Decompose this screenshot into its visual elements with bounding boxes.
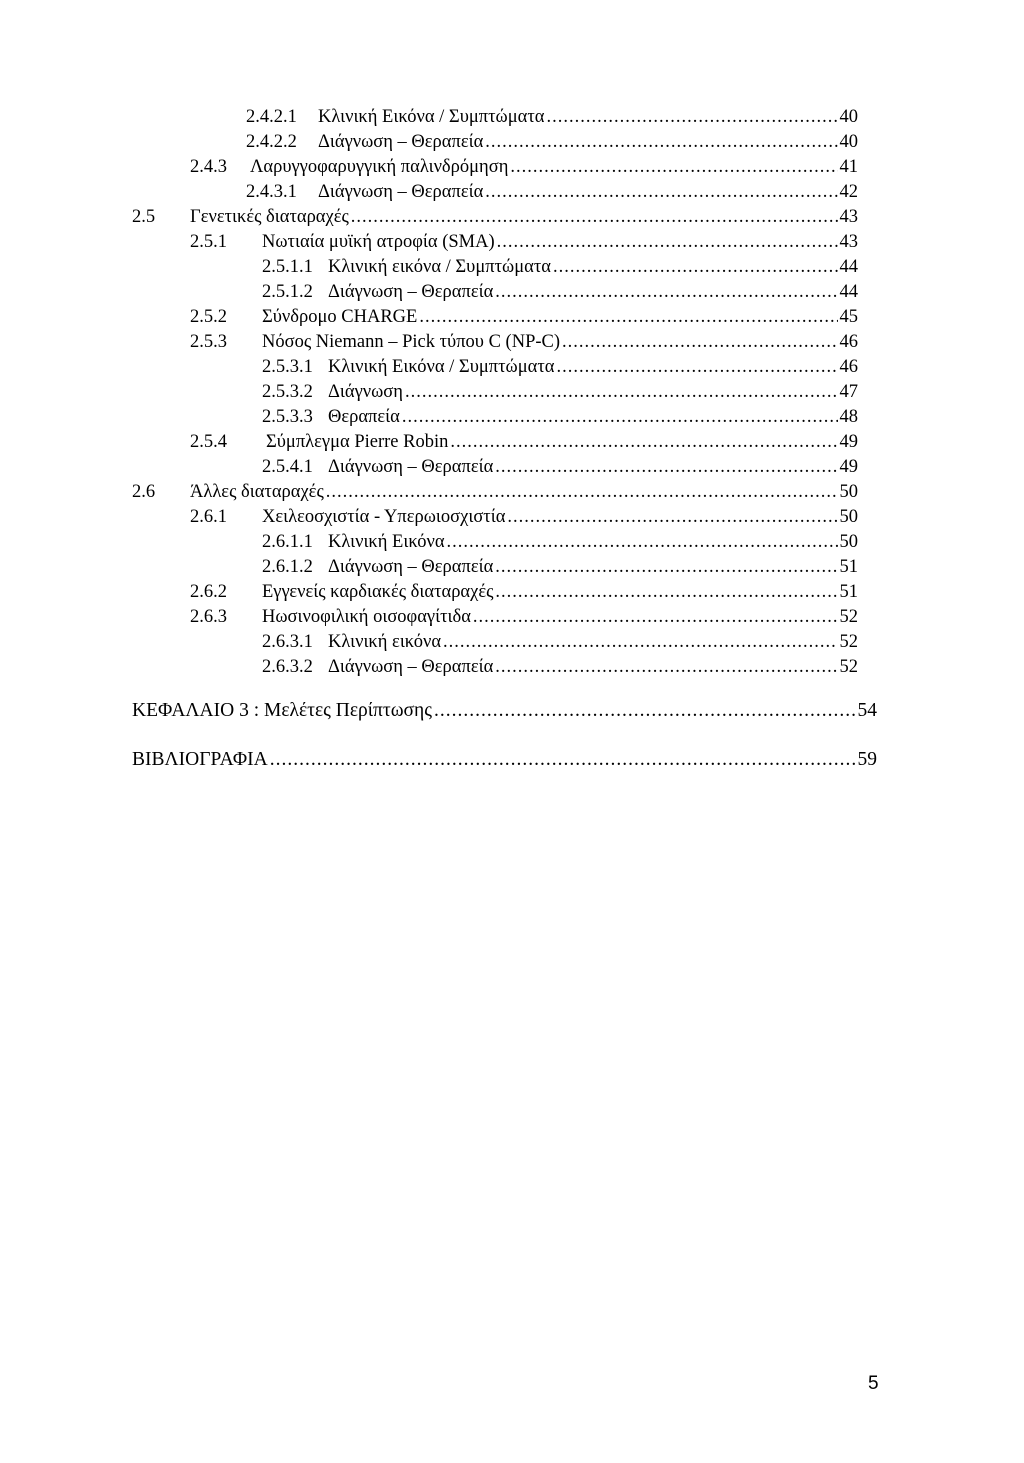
toc-leader-dots xyxy=(405,381,838,403)
toc-number: 2.6.1.1 xyxy=(262,532,313,552)
toc-title: Λαρυγγοφαρυγγική παλινδρόμηση xyxy=(250,157,509,177)
toc-entry xyxy=(262,531,858,553)
toc-entry xyxy=(262,456,858,478)
toc-leader-dots xyxy=(450,431,837,453)
toc-page: 54 xyxy=(857,700,877,721)
toc-leader-dots xyxy=(419,306,837,328)
toc-page: 43 xyxy=(839,207,858,227)
toc-entry xyxy=(132,206,858,228)
toc-entry xyxy=(132,481,858,503)
toc-entry xyxy=(262,356,858,378)
toc-number: 2.5.3.1 xyxy=(262,357,313,377)
toc-number: 2.6.3 xyxy=(190,607,227,627)
toc-leader-dots xyxy=(495,281,837,303)
toc-title: Κλινική Εικόνα / Συμπτώματα xyxy=(318,107,545,127)
toc-number: 2.6.3.2 xyxy=(262,657,313,677)
toc-title: Κλινική εικόνα xyxy=(328,632,442,652)
toc-leader-dots xyxy=(495,656,837,678)
toc-page: 50 xyxy=(839,507,858,527)
toc-title: Σύμπλεγμα Pierre Robin xyxy=(266,432,449,452)
toc-number: 2.6.1 xyxy=(190,507,227,527)
toc-title: Διάγνωση – Θεραπεία xyxy=(328,457,494,477)
toc-page: 45 xyxy=(839,307,858,327)
toc-number: 2.4.3.1 xyxy=(246,182,297,202)
toc-title: Σύνδρομο CHARGE xyxy=(262,307,418,327)
toc-leader-dots xyxy=(270,749,856,771)
toc-number: 2.5.3.2 xyxy=(262,382,313,402)
toc-page: 48 xyxy=(839,407,858,427)
toc-entry xyxy=(246,106,858,128)
toc-number: 2.5.1.2 xyxy=(262,282,313,302)
page-number: 5 xyxy=(868,1373,879,1394)
toc-page: 52 xyxy=(839,632,858,652)
toc-entry xyxy=(262,281,858,303)
toc-leader-dots xyxy=(562,331,837,353)
toc-page: 46 xyxy=(839,332,858,352)
toc-page: 41 xyxy=(839,157,858,177)
toc-leader-dots xyxy=(434,700,856,722)
toc-entry xyxy=(190,231,858,253)
toc-entry xyxy=(190,156,858,178)
toc-number: 2.5.2 xyxy=(190,307,227,327)
toc-number: 2.6 xyxy=(132,482,156,502)
toc-leader-dots xyxy=(402,406,838,428)
toc-page: 52 xyxy=(839,657,858,677)
toc-number: 2.4.2.1 xyxy=(246,107,297,127)
toc-entry xyxy=(262,406,858,428)
toc-title: Διάγνωση – Θεραπεία xyxy=(328,657,494,677)
toc-leader-dots xyxy=(495,581,837,603)
toc-leader-dots xyxy=(326,481,838,503)
toc-entry-chapter xyxy=(132,700,877,722)
toc-title: Νόσος Niemann – Pick τύπου C (NP-C) xyxy=(262,332,561,352)
toc-page: 50 xyxy=(839,532,858,552)
toc-title: Άλλες διαταραχές xyxy=(190,482,324,502)
toc-entry xyxy=(190,606,858,628)
toc-page: 44 xyxy=(839,257,858,277)
toc-page: 40 xyxy=(839,132,858,152)
toc-entry xyxy=(190,506,858,528)
toc-leader-dots xyxy=(546,106,837,128)
toc-leader-dots xyxy=(473,606,838,628)
toc-entry xyxy=(246,131,858,153)
toc-number: 2.5 xyxy=(132,207,156,227)
toc-entry xyxy=(246,181,858,203)
toc-number: 2.5.4.1 xyxy=(262,457,313,477)
toc-page: 44 xyxy=(839,282,858,302)
toc-title: Διάγνωση – Θεραπεία xyxy=(328,557,494,577)
toc-entry xyxy=(190,306,858,328)
toc-title: ΚΕΦΑΛΑΙΟ 3 : Μελέτες Περίπτωσης xyxy=(132,700,432,721)
toc-entry xyxy=(262,256,858,278)
toc-page: 49 xyxy=(839,457,858,477)
toc-leader-dots xyxy=(495,556,837,578)
toc-leader-dots xyxy=(485,181,837,203)
toc-number: 2.4.3 xyxy=(190,157,227,177)
toc-entry xyxy=(190,331,858,353)
toc-number: 2.5.3 xyxy=(190,332,227,352)
toc-leader-dots xyxy=(351,206,838,228)
toc-leader-dots xyxy=(556,356,837,378)
toc-page: 49 xyxy=(839,432,858,452)
toc-page: 42 xyxy=(839,182,858,202)
toc-page: 47 xyxy=(839,382,858,402)
toc-leader-dots xyxy=(443,631,837,653)
toc-leader-dots xyxy=(553,256,838,278)
toc-entry xyxy=(262,556,858,578)
toc-number: 2.6.1.2 xyxy=(262,557,313,577)
toc-title: Διάγνωση – Θεραπεία xyxy=(318,182,484,202)
toc-page: 52 xyxy=(839,607,858,627)
toc-page: 50 xyxy=(839,482,858,502)
toc-number: 2.5.4 xyxy=(190,432,227,452)
toc-title: Κλινική Εικόνα / Συμπτώματα xyxy=(328,357,555,377)
toc-leader-dots xyxy=(447,531,838,553)
toc-number: 2.5.3.3 xyxy=(262,407,313,427)
toc-title: Γενετικές διαταραχές xyxy=(190,207,349,227)
toc-title: Διάγνωση xyxy=(328,382,403,402)
toc-title: Διάγνωση – Θεραπεία xyxy=(318,132,484,152)
toc-title: Ηωσινοφιλική οισοφαγίτιδα xyxy=(262,607,471,627)
toc-entry-bibliography xyxy=(132,749,877,771)
toc-page: 40 xyxy=(839,107,858,127)
toc-title: Κλινική εικόνα / Συμπτώματα xyxy=(328,257,551,277)
toc-number: 2.5.1.1 xyxy=(262,257,313,277)
toc-leader-dots xyxy=(507,506,837,528)
toc-entry xyxy=(262,631,858,653)
toc-page: 46 xyxy=(839,357,858,377)
toc-title: ΒΙΒΛΙΟΓΡΑΦΙΑ xyxy=(132,749,268,770)
toc-leader-dots xyxy=(510,156,837,178)
toc-number: 2.4.2.2 xyxy=(246,132,297,152)
toc-page: 59 xyxy=(857,749,877,770)
toc-title: Θεραπεία xyxy=(328,407,400,427)
toc-title: Κλινική Εικόνα xyxy=(328,532,445,552)
toc-entry xyxy=(190,581,858,603)
toc-page: 43 xyxy=(839,232,858,252)
toc-title: Νωτιαία μυϊκή ατροφία (SMA) xyxy=(262,232,495,252)
toc-entry xyxy=(262,381,858,403)
toc-title: Χειλεοσχιστία - Υπερωιοσχιστία xyxy=(262,507,506,527)
toc-entry xyxy=(190,431,858,453)
toc-number: 2.6.3.1 xyxy=(262,632,313,652)
toc-number: 2.5.1 xyxy=(190,232,227,252)
toc-number: 2.6.2 xyxy=(190,582,227,602)
toc-title: Διάγνωση – Θεραπεία xyxy=(328,282,494,302)
toc-page: 51 xyxy=(839,557,858,577)
toc-title: Εγγενείς καρδιακές διαταραχές xyxy=(262,582,494,602)
toc-leader-dots xyxy=(495,456,837,478)
toc-page: 51 xyxy=(839,582,858,602)
toc-leader-dots xyxy=(485,131,837,153)
toc-leader-dots xyxy=(497,231,838,253)
toc-entry xyxy=(262,656,858,678)
